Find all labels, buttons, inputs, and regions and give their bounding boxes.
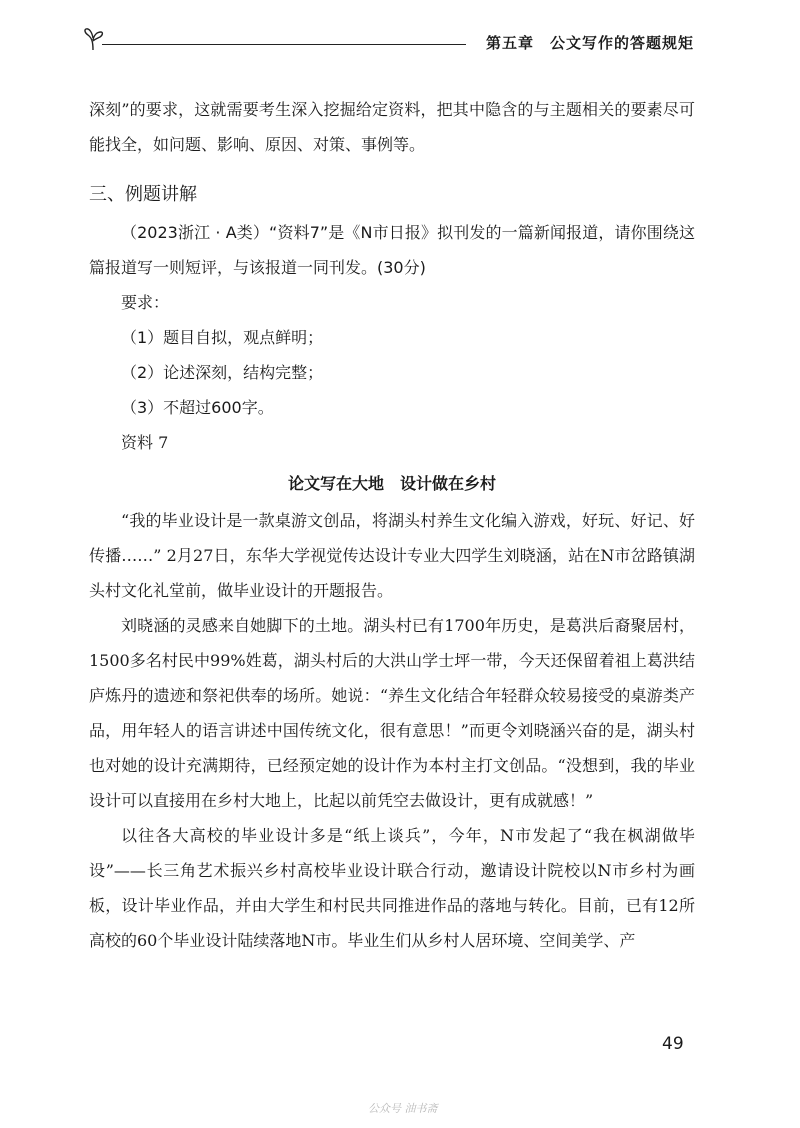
article-title-part: 设计做在乡村 bbox=[400, 474, 497, 493]
watermark: 公众号 油书斋 bbox=[368, 1102, 438, 1115]
sprout-icon bbox=[82, 26, 106, 54]
requirement-item: （2）论述深刻，结构完整； bbox=[121, 363, 324, 382]
requirement-item: （3）不超过600字。 bbox=[121, 398, 274, 417]
chapter-title: 公文写作的答题规矩 bbox=[549, 34, 694, 52]
header-rule bbox=[102, 44, 466, 45]
requirements-label: 要求： bbox=[121, 293, 170, 312]
page-number: 49 bbox=[662, 1034, 684, 1054]
page-content bbox=[89, 92, 695, 958]
article-paragraph: 刘晓涵的灵感来自她脚下的土地。湖头村已有1700年历史，是葛洪后裔聚居村，1500多名村民中99%姓葛，湖头村后的大洪山学士坪一带，今天还保留着祖上葛洪结庐炼丹的遗迹和祭祀供奉的场所。她说：“养生文化结合年轻群众较易接受的桌游类产品，用年轻人的语言讲述中国传统文化，很有意思！”而更令刘晓涵兴奋的是，湖头村也对她的设计充满期待，已经预定她的设计作为本村主打文创品。“没想到，我的毕业设计可以直接用在乡村大地上，比起以前凭空去做设计，更有成就感！” bbox=[89, 616, 695, 810]
chapter-heading bbox=[470, 32, 694, 53]
requirement-item: （1）题目自拟，观点鲜明； bbox=[121, 328, 324, 347]
article-paragraph: 以往各大高校的毕业设计多是“纸上谈兵”，今年，N市发起了“我在枫湖做毕设”——长三角艺术振兴乡村高校毕业设计联合行动，邀请设计院校以N市乡村为画板，设计毕业作品，并由大学生和村民共同推进作品的落地与转化。目前，已有12所高校的60个毕业设计陆续落地N市。毕业生们从乡村人居环境、空间美学、产 bbox=[89, 826, 695, 950]
article-title-part: 论文写在大地 bbox=[287, 474, 384, 493]
material-label: 资料 7 bbox=[121, 433, 169, 452]
article-title bbox=[89, 466, 695, 501]
continuation-paragraph: 深刻”的要求，这就需要考生深入挖掘给定资料，把其中隐含的与主题相关的要素尽可能找全，如问题、影响、原因、对策、事例等。 bbox=[89, 100, 695, 154]
section-heading: 三、例题讲解 bbox=[89, 184, 197, 205]
question-text: （2023浙江 · A类）“资料7”是《N市日报》拟刊发的一篇新闻报道，请你围绕这篇报道写一则短评，与该报道一同刊发。(30分) bbox=[89, 223, 695, 277]
article-paragraph: “我的毕业设计是一款桌游文创品，将湖头村养生文化编入游戏，好玩、好记、好传播……” 2月27日，东华大学视觉传达设计专业大四学生刘晓涵，站在N市岔路镇湖头村文化礼堂前，做毕业设计的开题报告。 bbox=[89, 511, 695, 600]
page-header bbox=[82, 26, 694, 56]
chapter-number: 第五章 bbox=[485, 34, 534, 52]
